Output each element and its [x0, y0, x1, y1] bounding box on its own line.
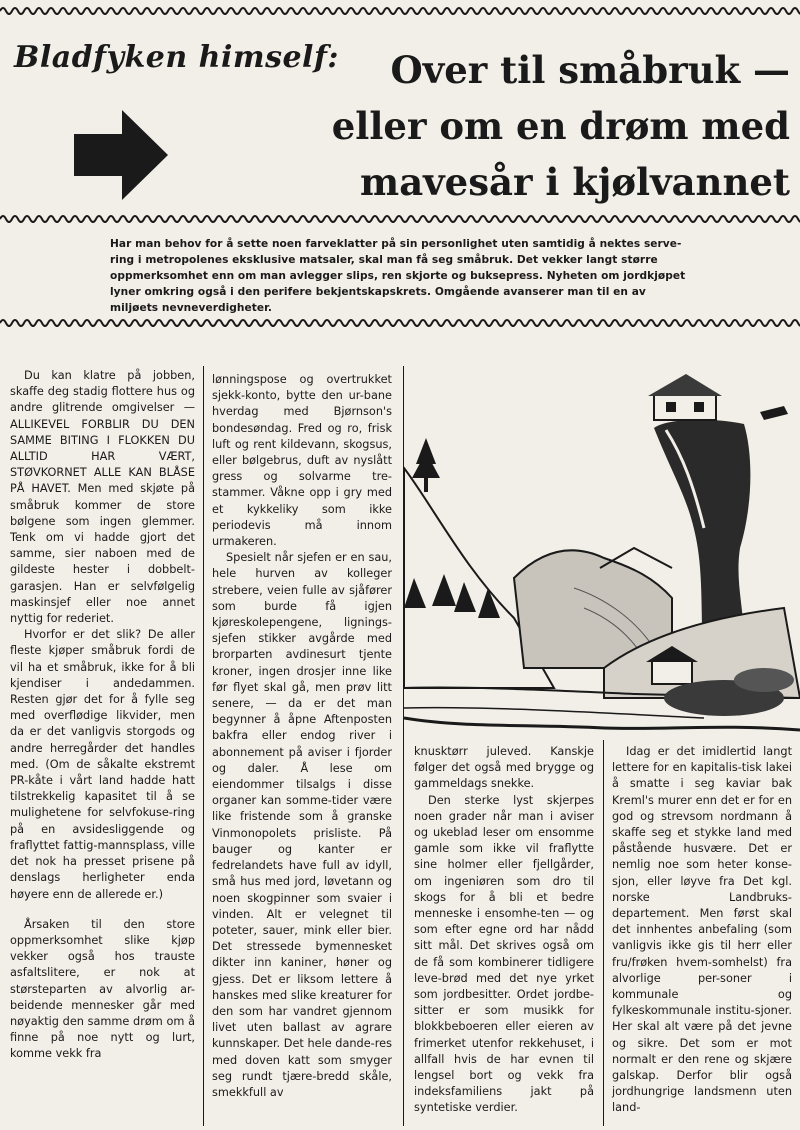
paragraph: Den sterke lyst skjerpes noen grader når man i aviser og ukeblad leser om ensomme gamle som ikke vil fraflytte sine holmer eller fjellgårder, om ingeniøren som dro til skogs for å bli et bedre menneske i ensomhe-ten — og som efter egne ord har nådd sitt mål. Det skrives også om de få som kombinerer tidligere leve-brød med det nye yrket som jordbesitter. Ordet jordbe-sitter er som musikk for blokkbeboeren eller eieren av frimerket utenfor rekkehuset, i allfall hvis de har evnen til lengsel bort og vekk fra indeksfamiliens jakt på syntetiske verdier.	[414, 793, 594, 1115]
cabin-icon	[648, 374, 722, 420]
paragraph: Hvorfor er det slik? De aller fleste kjøper småbruk fordi de vil ha et småbruk, ikke for å bli kjendiser i andedammen. Resten gjør det for å fylle seg med overflødige likvider, men da er det vanligvis storgods og andre herregårder det handles med. (Om de såkalte ekstremt PR-kåte i vårt land hadde hatt tilstrekkelig kapasitet til å se mulighetene for selvfokuse-ring på en avsidesliggende og fraflyttet fattig-mannsplass, ville det nok ha presset prisene på denslags herligheter enda høyere enn de allerede er.)	[10, 628, 195, 901]
headline	[320, 42, 790, 210]
ingress-line: miljøets nevneverdigheter.	[110, 302, 272, 314]
headline-line: mavesår i kjølvannet	[360, 160, 790, 204]
ingress-line: lyner omkring også i den perifere bekjentskapskrets. Omgående avanserer man til en av	[110, 286, 646, 298]
column-divider	[203, 366, 204, 1126]
mid-wavy-rule	[0, 212, 800, 226]
column-3	[414, 744, 594, 1117]
paragraph: lønningspose og overtrukket sjekk-konto, bytte den ur-bane hverdag med Bjørnson's bondesøndag. Fred og ro, frisk luft og rent kildevann, skogsus, eller bølgebrus, duft av nyslått gress og solvarme tre-stammer. Våkne opp i gry med et kykkeliky som ikke periodevis må innom urmakeren.	[212, 373, 392, 549]
top-wavy-rule	[0, 4, 800, 18]
arrow-icon	[74, 110, 170, 204]
column-2	[212, 372, 392, 1101]
ingress	[110, 236, 740, 316]
paragraph: knusktørr juleved. Kanskje følger det også med brygge og gammeldags snekke.	[414, 745, 594, 791]
ingress-line: ring i metropolenes eksklusive matsaler, skal man få seg småbruk. Det vekker langt større	[110, 254, 658, 266]
column-1	[10, 368, 195, 1063]
ingress-wavy-rule	[0, 316, 800, 330]
ingress-line: oppmerksomhet enn om man avlegger slips, ren skjorte og buksepress. Nyheten om jordkjøpet	[110, 270, 686, 282]
paragraph: Spesielt når sjefen er en sau, hele hurven av kolleger strebere, veien fulle av sjåfører som burde få igjen kjøreskolepengene, lignings-sjefen stikker avgårde med brorparten avdinesurt tjente kroner, ingen drosjer inne like før flyet skal gå, men prøv litt senere, — da er det man begynner å åpne Aftenposten bakfra eller endog river i abonnement på aviser i fjorder og daler. Å lese om eiendommer tilsalgs i disse organer kan somme-tider være like fristende som å granske Vinmonopolets prisliste. På bauger og kanter er fedrelandets have full av idyll, små hus med jord, løvetann og noen skogpinner som svaier i vinden. Alt er velegnet til poteter, sauer, mink eller bier. Det stressede bymennesket dikter inn kaniner, høner og gjess. Det er liksom lettere å hanskes med slike kreaturer for den som har vandret gjennom livet uten ballast av agrare kunnskaper. Det hele dande-res med doven katt som smyger seg rundt tjære-bredd skåle, smekkfull av	[212, 551, 392, 1099]
hillside-landscape-illustration	[404, 368, 800, 744]
headline-line: eller om en drøm med	[331, 104, 790, 148]
headline-line: Over til småbruk —	[390, 48, 790, 92]
column-divider	[603, 740, 604, 1126]
ingress-line: Har man behov for å sette noen farveklatter på sin personlighet uten samtidig å nektes serve-	[110, 238, 682, 250]
paragraph: Du kan klatre på jobben, skaffe deg stadig flottere hus og andre glitrende omgivelser — ALLIKEVEL FORBLIR DU DEN SAMME BITING I FLOKKEN DU ALLTID HAR VÆRT, STØVKORNET ALLE KAN BLÅSE PÅ HAVET. Men med skjøte på småbruk kommer de store bølgene som ingen glemmer. Tenk om vi hadde gjort det samme, sier naboen med de gildeste hester i dobbelt-garasjen. Han er selvfølgelig maskinsjef eller noe annet nyttig for rederiet.	[10, 369, 195, 626]
paragraph: Idag er det imidlertid langt lettere for en kapitalis-tisk lakei å smatte i seg kaviar bak Kreml's murer enn det er for en god og strevsom nordmann å skaffe seg et stykke land med påstående husvære. Det er nemlig noe som heter konse-sjon, eller løyve fra Det kgl. norske Landbruks-departement. Men først skal det innhentes anbefaling (som vanligvis ikke gis til herr eller fru/frøken hvem-somhelst) fra alvorlige per-soner i kommunale og fylkeskommunale institu-sjoner. Her skal alt være på det jevne og sikre. Det som er mot normalt er den rene og skjære galskap. Derfor blir også jordhungrige landsmenn uten land-	[612, 745, 792, 1115]
paragraph: Årsaken til den store oppmerksomhet slike kjøp vekker også hos trauste asfaltslitere, er nok at størsteparten av alvorlig ar-beidende mennesker går med nøyaktig den samme drøm om å finne på noe nytt og lurt, komme vekk fra	[10, 917, 195, 1061]
column-4	[612, 744, 792, 1117]
small-dog-icon	[760, 406, 788, 420]
kicker-title: Bladfyken himself:	[14, 40, 339, 75]
